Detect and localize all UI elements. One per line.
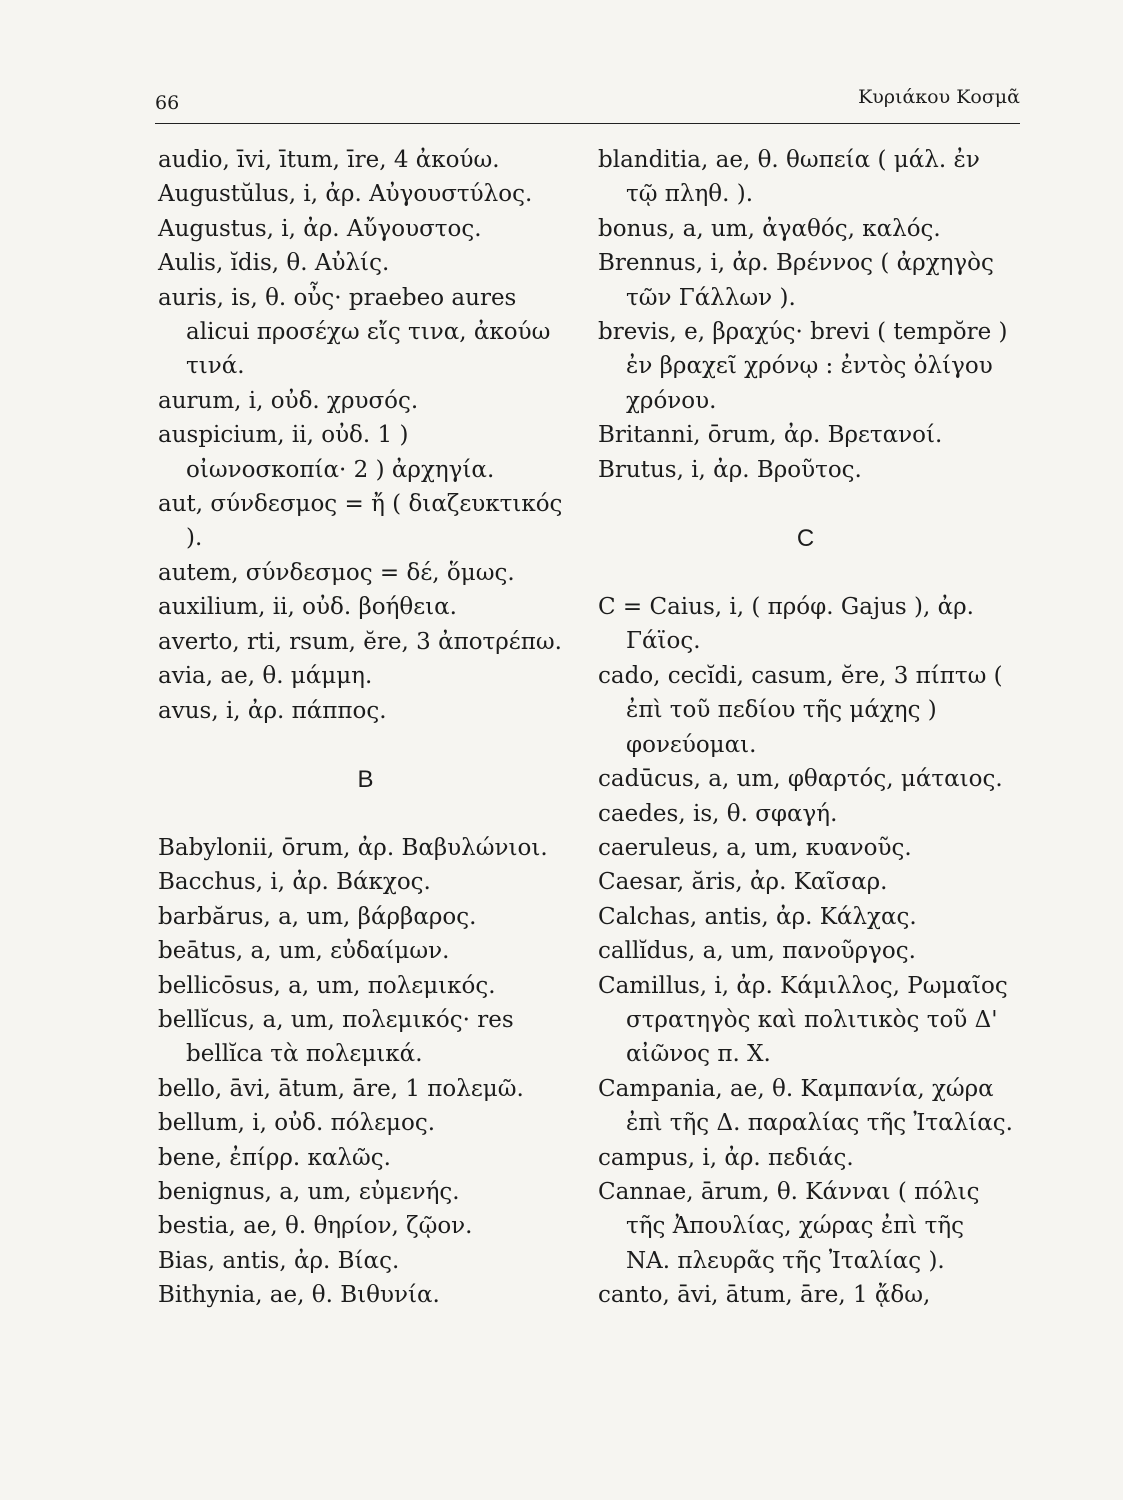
dictionary-entry: C = Caius, i, ( πρόφ. Gajus ), ἀρ. Γάϊος. [598, 594, 974, 655]
dictionary-entry: barbărus, a, um, βάρβαρος. [158, 903, 477, 930]
header-rule [155, 123, 1020, 124]
left-column [158, 143, 573, 1313]
dictionary-entry: callĭdus, a, um, πανοῦργος. [598, 938, 916, 965]
entries-b-continued [598, 143, 1013, 487]
entries-c [598, 590, 1013, 1313]
dictionary-entry: bellum, i, οὐδ. πόλεμος. [158, 1110, 436, 1137]
dictionary-entry: autem, σύνδεσμος = δέ, ὅμως. [158, 559, 515, 586]
section-letter-c: C [796, 525, 815, 553]
dictionary-entry: Caesar, ăris, ἀρ. Καῖσαρ. [598, 869, 888, 896]
dictionary-entry: cadūcus, a, um, φθαρτός, μάταιος. [598, 766, 1003, 793]
running-head: Κυριάκου Κοσμᾶ [858, 86, 1020, 108]
dictionary-entry: caeruleus, a, um, κυανοῦς. [598, 834, 912, 861]
page-header [155, 86, 1020, 120]
dictionary-entry: aut, σύνδεσμος = ἤ ( διαζευκτικός ). [158, 491, 563, 552]
dictionary-entry: blanditia, ae, θ. θωπεία ( μάλ. ἐν τῷ πληθ. ). [598, 147, 980, 208]
dictionary-entry: Brennus, i, ἀρ. Βρέννος ( ἀρχηγὸς τῶν Γάλλων ). [598, 250, 994, 311]
dictionary-entry: Bacchus, i, ἀρ. Βάκχος. [158, 869, 431, 896]
dictionary-entry: Britanni, ōrum, ἀρ. Βρετανοί. [598, 422, 943, 449]
dictionary-entry: Cannae, ārum, θ. Κάνναι ( πόλις τῆς Ἀπουλίας, χώρας ἐπὶ τῆς ΝΑ. πλευρᾶς τῆς Ἰταλίας ). [598, 1178, 980, 1274]
dictionary-entry: cado, cecĭdi, casum, ĕre, 3 πίπτω ( ἐπὶ τοῦ πεδίου τῆς μάχης ) φονεύομαι. [598, 662, 1003, 758]
dictionary-entry: Bias, antis, ἀρ. Βίας. [158, 1247, 400, 1274]
entries-a [158, 143, 573, 728]
entries-b [158, 831, 573, 1313]
dictionary-entry: bello, āvi, ātum, āre, 1 πολεμῶ. [158, 1075, 524, 1102]
dictionary-entry: bellicōsus, a, um, πολεμικός. [158, 972, 496, 999]
right-column [598, 143, 1013, 1313]
dictionary-entry: campus, i, ἀρ. πεδιάς. [598, 1144, 854, 1171]
dictionary-entry: aurum, i, οὐδ. χρυσός. [158, 387, 419, 414]
dictionary-entry: bonus, a, um, ἀγαθός, καλός. [598, 215, 941, 242]
dictionary-entry: canto, āvi, ātum, āre, 1 ᾄδω, [598, 1282, 931, 1309]
dictionary-entry: averto, rti, rsum, ĕre, 3 ἀποτρέπω. [158, 628, 562, 655]
dictionary-entry: brevis, e, βραχύς· brevi ( tempŏre ) ἐν βραχεῖ χρόνῳ : ἐντὸς ὀλίγου χρόνου. [598, 319, 1008, 414]
dictionary-entry: caedes, is, θ. σφαγή. [598, 800, 838, 827]
page-number: 66 [155, 92, 180, 114]
dictionary-entry: bestia, ae, θ. θηρίον, ζῷον. [158, 1213, 473, 1240]
dictionary-entry: Brutus, i, ἀρ. Βροῦτος. [598, 456, 862, 483]
dictionary-entry: Campania, ae, θ. Καμπανία, χώρα ἐπὶ τῆς Δ. παραλίας τῆς Ἰταλίας. [598, 1075, 1013, 1137]
dictionary-entry: avia, ae, θ. μάμμη. [158, 663, 373, 690]
dictionary-entry: Augustŭlus, i, ἀρ. Αὐγουστύλος. [158, 181, 533, 208]
dictionary-entry: bellĭcus, a, um, πολεμικός· res bellĭca τὰ πολεμικά. [158, 1006, 514, 1068]
dictionary-entry: Camillus, i, ἀρ. Κάμιλλος, Ρωμαῖος στρατηγὸς καὶ πολιτικὸς τοῦ Δ' αἰῶνος π. Χ. [598, 972, 1008, 1068]
dictionary-entry: beātus, a, um, εὐδαίμων. [158, 938, 450, 965]
section-letter-b: B [357, 765, 374, 793]
dictionary-entry: Augustus, i, ἀρ. Αὔγουστος. [158, 215, 482, 242]
dictionary-entry: benignus, a, um, εὐμενής. [158, 1178, 460, 1205]
dictionary-entry: Calchas, antis, ἀρ. Κάλχας. [598, 903, 917, 930]
dictionary-entry: bene, ἐπίρρ. καλῶς. [158, 1144, 391, 1171]
dictionary-entry: Babylonii, ōrum, ἀρ. Βαβυλώνιοι. [158, 834, 548, 861]
dictionary-entry: auris, is, θ. οὖς· praebeo aures alicui προσέχω εἴς τινα, ἀκούω τινά. [158, 284, 551, 380]
dictionary-entry: auxilium, ii, οὐδ. βοήθεια. [158, 594, 457, 621]
dictionary-entry: auspicium, ii, οὐδ. 1 ) οἰωνοσκοπία· 2 ) ἀρχηγία. [158, 422, 495, 483]
dictionary-entry: audio, īvi, ītum, īre, 4 ἀκούω. [158, 147, 500, 173]
dictionary-entry: Bithynia, ae, θ. Βιθυνία. [158, 1282, 440, 1309]
dictionary-entry: Aulis, ĭdis, θ. Αὐλίς. [158, 250, 390, 277]
dictionary-entry: avus, i, ἀρ. πάππος. [158, 697, 387, 724]
